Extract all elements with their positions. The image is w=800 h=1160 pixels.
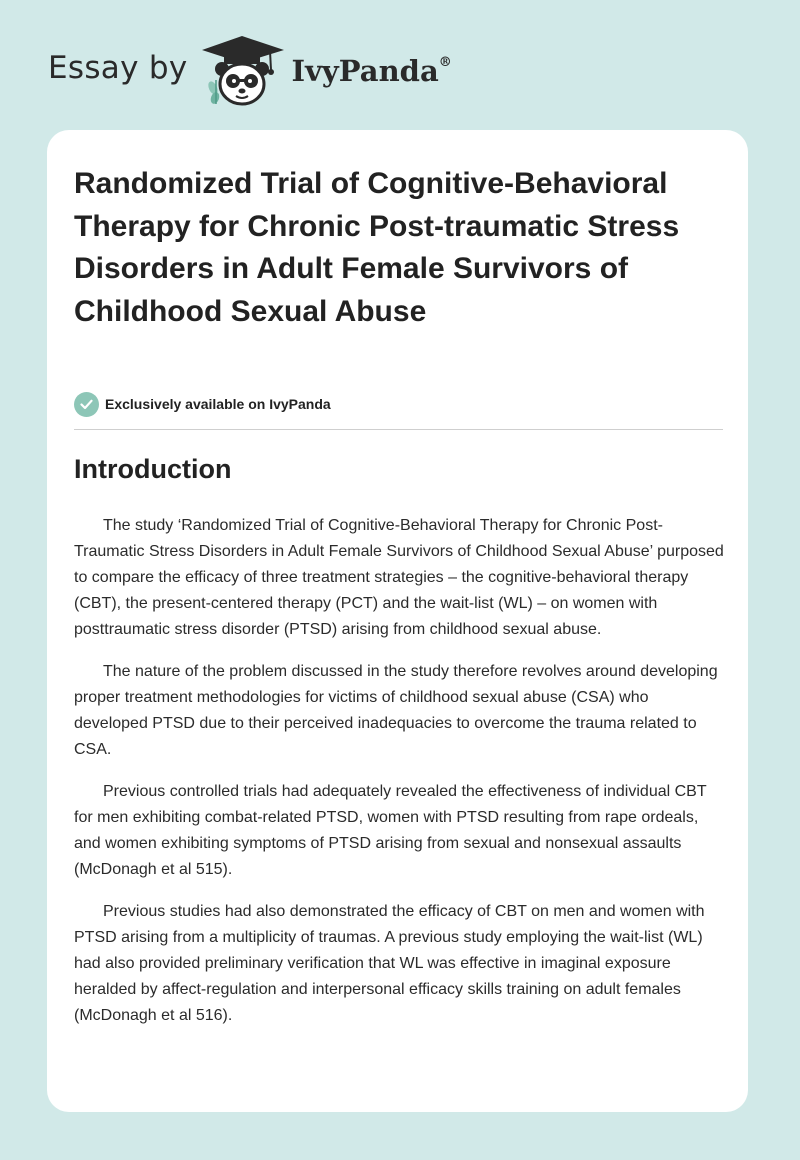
exclusive-badge	[74, 391, 331, 417]
brand-prefix: Essay by	[48, 50, 188, 86]
essay-card	[47, 130, 748, 1112]
paragraph: Previous studies had also demonstrated the efficacy of CBT on men and women with PTSD arising from a multiplicity of traumas. A previous study employing the wait-list (WL) had also provided preliminary verification that WL was effective in imaginal exposure heralded by affect-regulation and interpersonal efficacy skills training on adult females (McDonagh et al 516).	[74, 903, 705, 1024]
page-title: Randomized Trial of Cognitive-Behavioral Therapy for Chronic Post-traumatic Stress Disorders in Adult Female Survivors of Childhood Sexual Abuse	[74, 167, 680, 328]
brand-name[interactable]: IvyPanda®	[291, 54, 452, 88]
check-circle-icon	[74, 392, 99, 417]
divider	[74, 429, 723, 430]
site-header	[48, 36, 452, 108]
paragraph: The study ‘Randomized Trial of Cognitive-Behavioral Therapy for Chronic Post-Traumatic Stress Disorders in Adult Female Survivors of Childhood Sexual Abuse’ purposed to compare the efficacy of three treatment strategies – the cognitive-behavioral therapy (CBT), the present-centered therapy (PCT) and the wait-list (WL) – on women with posttraumatic stress disorder (PTSD) arising from childhood sexual abuse.	[74, 517, 724, 638]
essay-body	[74, 513, 724, 1045]
badge-text: Exclusively available on IvyPanda	[105, 396, 331, 412]
paragraph: The nature of the problem discussed in the study therefore revolves around developing proper treatment methodologies for victims of childhood sexual abuse (CSA) who developed PTSD due to their perceived inadequacies to overcome the trauma related to CSA.	[74, 663, 718, 758]
section-title-introduction: Introduction	[74, 454, 232, 484]
paragraph: Previous controlled trials had adequately revealed the effectiveness of individual CBT for men exhibiting combat-related PTSD, women with PTSD resulting from rape ordeals, and women exhibiting symptoms of PTSD arising from sexual and nonsexual assaults (McDonagh et al 515).	[74, 783, 707, 878]
registered-mark: ®	[438, 55, 452, 71]
panda-graduate-icon[interactable]	[202, 36, 292, 108]
